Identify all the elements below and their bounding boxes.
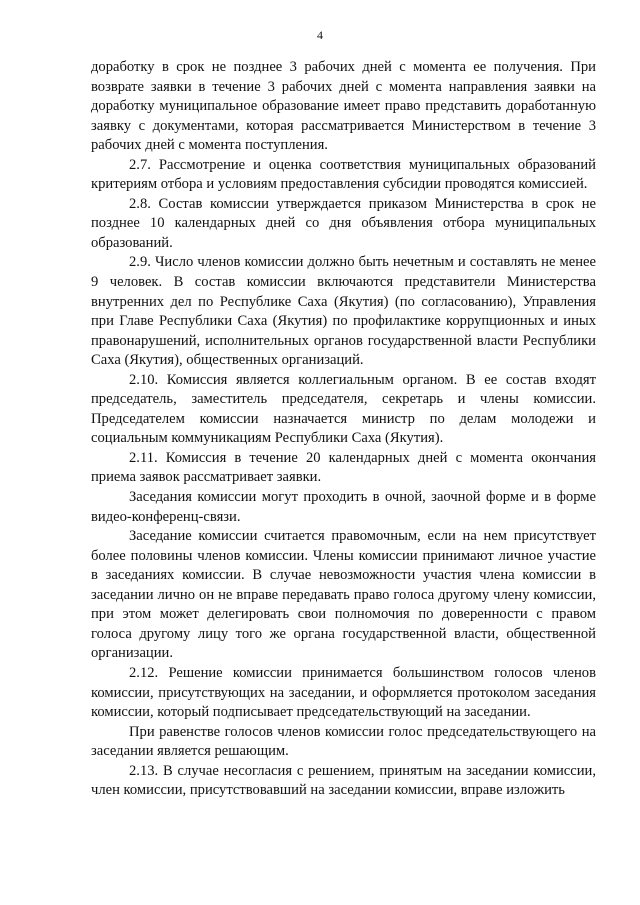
paragraph-2-8: 2.8. Состав комиссии утверждается приказом Министерства в срок не позднее 10 календарных дней со дня объявления отбора муниципальных образований. <box>91 195 596 251</box>
paragraph-2-11: 2.11. Комиссия в течение 20 календарных дней с момента окончания приема заявок рассматривает заявки. <box>91 449 596 486</box>
document-body <box>91 58 596 801</box>
paragraph-2-13: 2.13. В случае несогласия с решением, принятым на заседании комиссии, член комиссии, присутствовавший на заседании комиссии, вправе изложить <box>91 762 596 799</box>
page-number: 4 <box>317 28 323 42</box>
paragraph-continuation: доработку в срок не позднее 3 рабочих дней с момента ее получения. При возврате заявки в течение 3 рабочих дней с момента направления заявки на доработку муниципальное образование имеет право представить доработанную заявку с документами, которая рассматривается Министерством в течение 3 рабочих дней с момента поступления. <box>91 59 596 154</box>
paragraph-tie-vote: При равенстве голосов членов комиссии голос председательствующего на заседании является решающим. <box>91 723 596 760</box>
paragraph-2-7: 2.7. Рассмотрение и оценка соответствия муниципальных образований критериям отбора и условиям предоставления субсидии проводятся комиссией. <box>91 156 596 193</box>
paragraph-2-10: 2.10. Комиссия является коллегиальным органом. В ее состав входят председатель, заместитель председателя, секретарь и члены комиссии. Председателем комиссии назначается министр по делам молодежи и социальным коммуникациям Республики Саха (Якутия). <box>91 371 596 447</box>
paragraph-2-9: 2.9. Число членов комиссии должно быть нечетным и составлять не менее 9 человек. В состав комиссии включаются представители Министерства внутренних дел по Республике Саха (Якутия) (по согласованию), Управления при Главе Республики Саха (Якутия) по профилактике коррупционных и иных правонарушений, исполнительных органов государственной власти Республики Саха (Якутия), общественных организаций. <box>91 254 596 369</box>
paragraph-quorum: Заседание комиссии считается правомочным, если на нем присутствует более половины членов комиссии. Члены комиссии принимают личное участие в заседаниях комиссии. В случае невозможности участия члена комиссии в заседании лично он не вправе передавать право голоса другому члену комиссии, при этом может делегировать свои полномочия по доверенности с правом голоса другому лицу того же органа государственной власти, общественной организации. <box>91 528 596 662</box>
paragraph-meeting-forms: Заседания комиссии могут проходить в очной, заочной форме и в форме видео-конференц-связи. <box>91 489 596 525</box>
paragraph-2-12: 2.12. Решение комиссии принимается большинством голосов членов комиссии, присутствующих на заседании, и оформляется протоколом заседания комиссии, который подписывает председательствующий на заседании. <box>91 664 596 721</box>
